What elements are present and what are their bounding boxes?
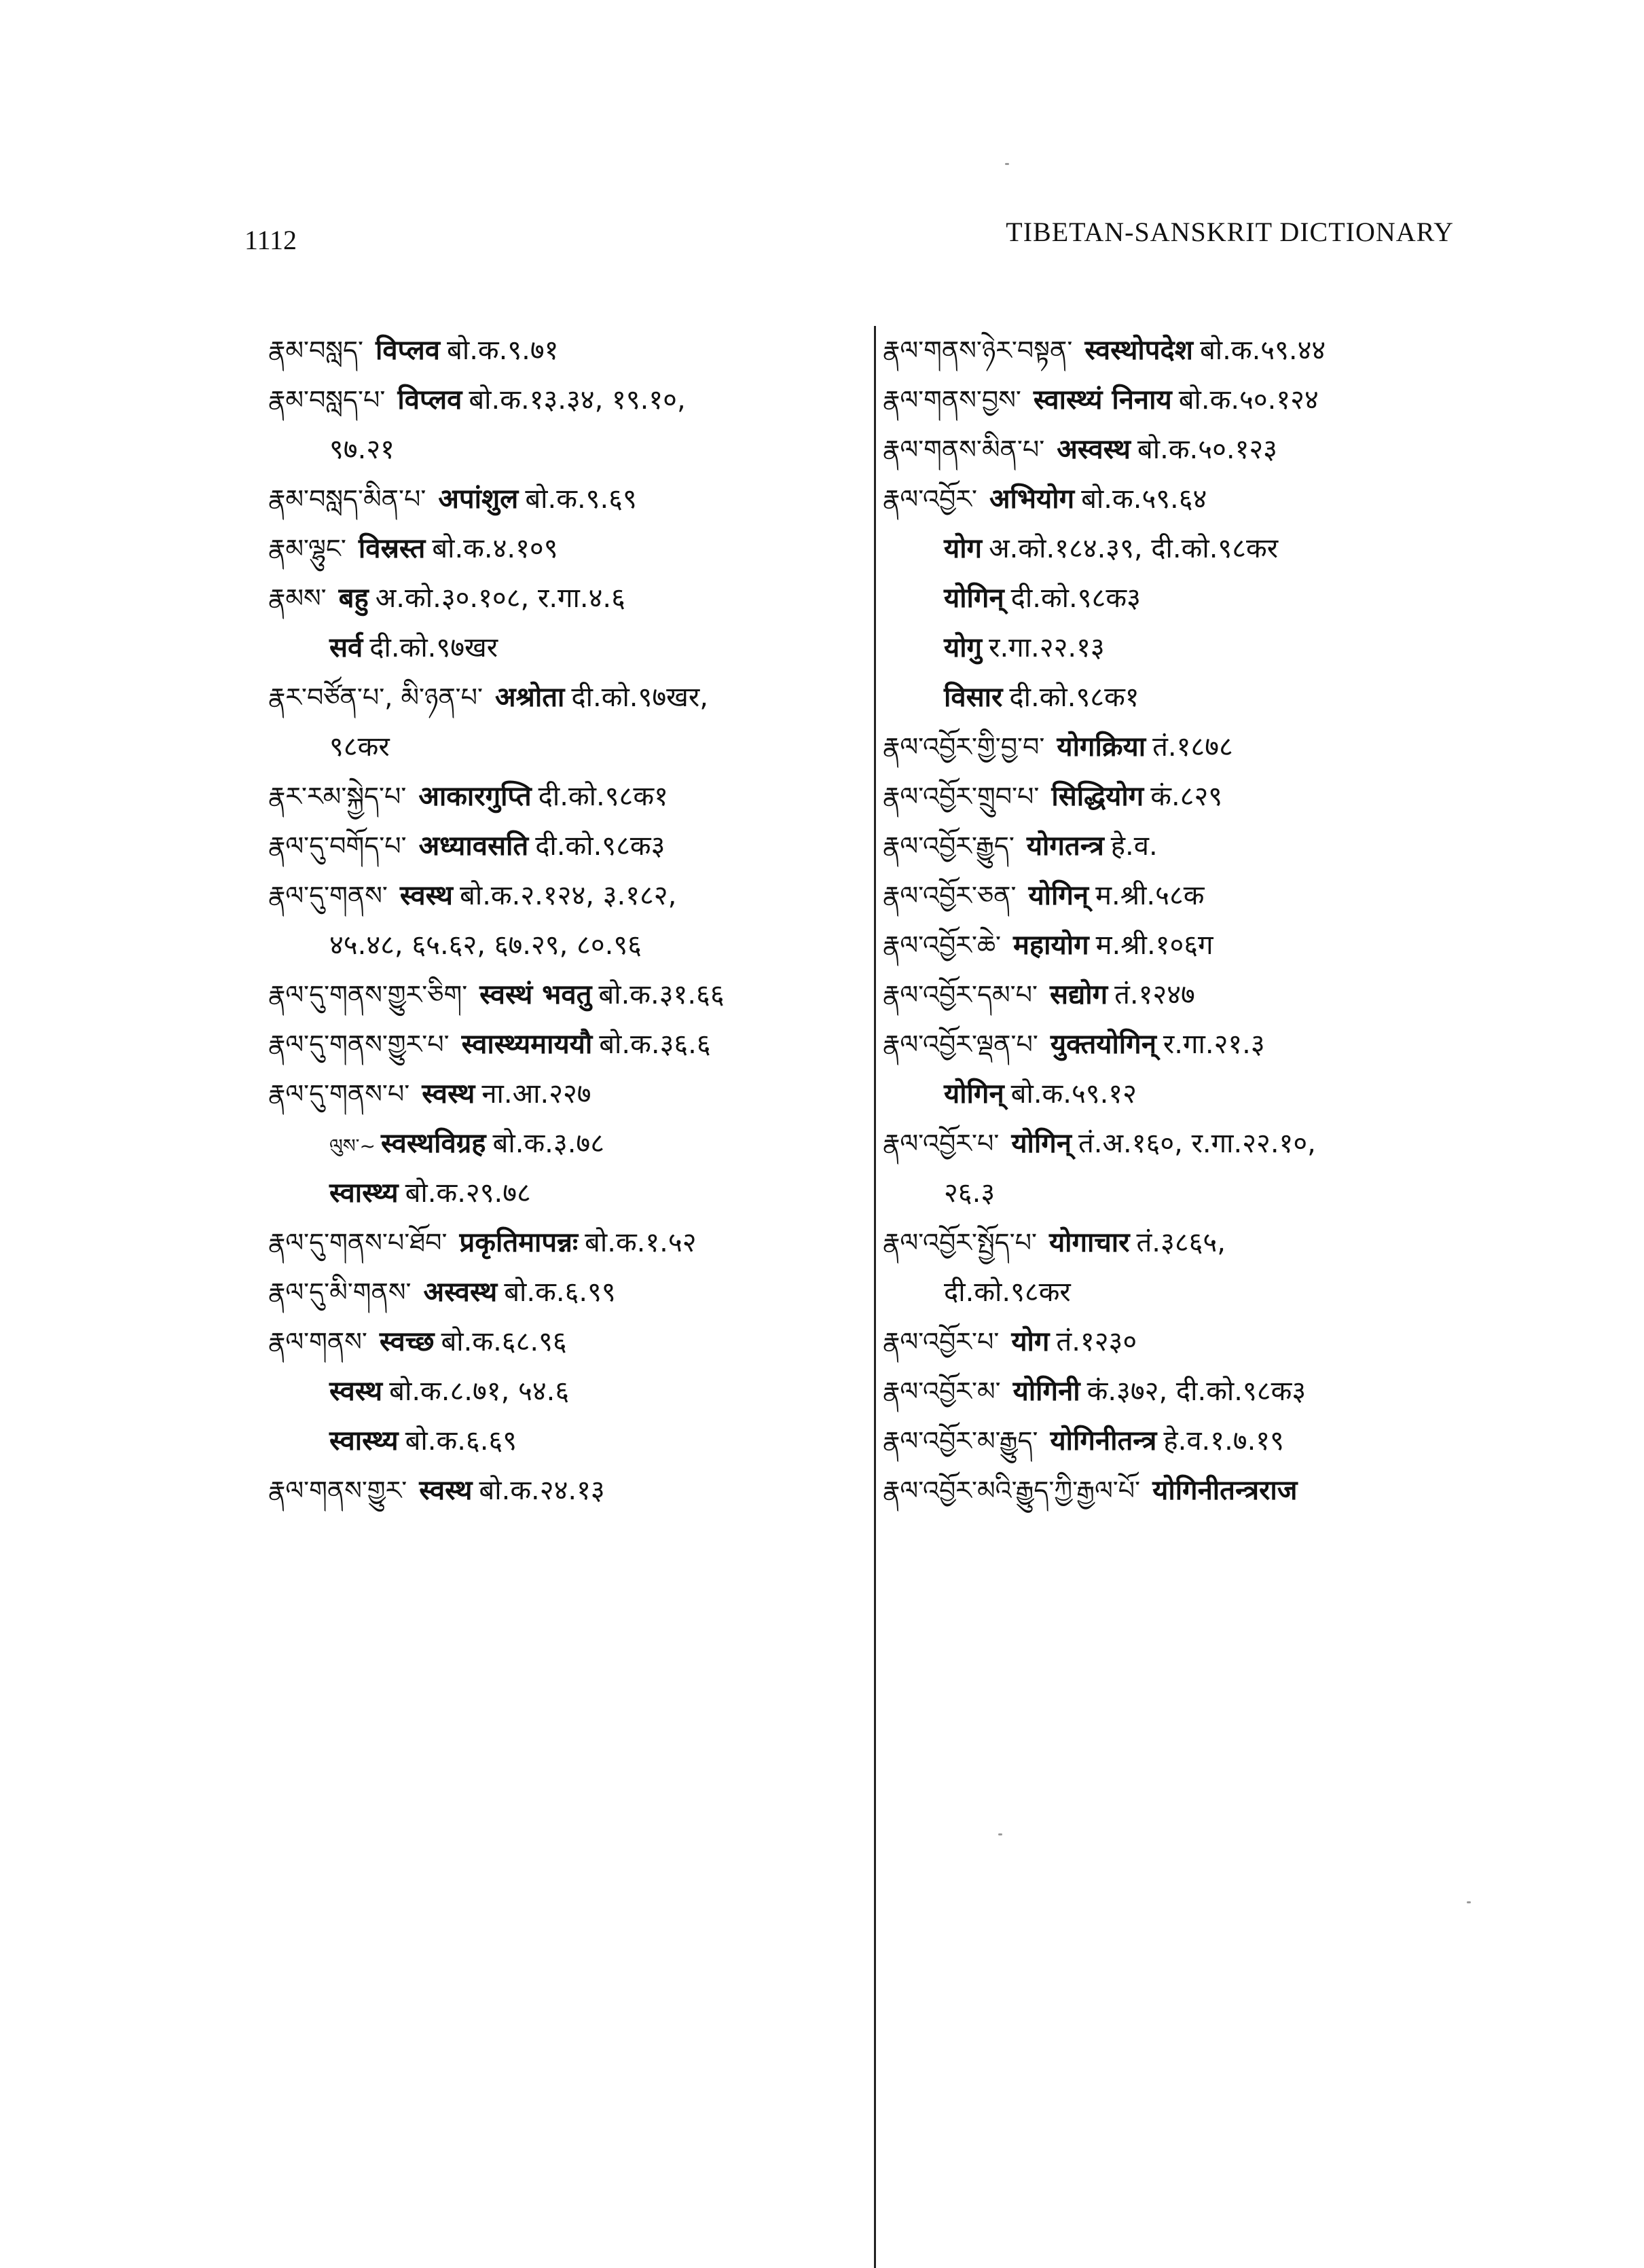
source-reference: तं.१२३० <box>1056 1326 1137 1357</box>
sanskrit-equivalent: विसार <box>944 682 1003 713</box>
source-reference: हे.व.१.७.१९ <box>1163 1425 1284 1457</box>
dictionary-entry <box>883 673 1494 723</box>
source-reference: दी.को.९७खर <box>369 632 498 663</box>
source-reference: बो.क.९.६९ <box>525 483 637 515</box>
dictionary-entry <box>268 1119 866 1169</box>
dictionary-entry <box>883 425 1494 475</box>
source-reference: ९८कर <box>329 731 390 763</box>
sanskrit-equivalent: प्रकृतिमापन्नः <box>459 1227 579 1258</box>
sanskrit-equivalent: स्वस्थ <box>329 1376 383 1407</box>
source-reference: र.गा.२२.१३ <box>989 632 1105 663</box>
tibetan-headword: རྣལ་འབྱོར་ལྡན་པ་ <box>883 1029 1038 1059</box>
sanskrit-equivalent: योगिन् <box>944 583 1004 614</box>
source-reference: बो.क.१३.३४, १९.१०, <box>469 384 686 416</box>
source-reference: बो.क.८.७१, ५४.६ <box>389 1376 570 1407</box>
source-reference: बो.क.६.९९ <box>504 1277 616 1308</box>
source-reference: दी.को.९८क३ <box>535 830 665 862</box>
source-reference: तं.१२४७ <box>1114 979 1195 1010</box>
sanskrit-equivalent: योगिन् <box>1028 880 1089 911</box>
dictionary-entry <box>268 1317 866 1367</box>
dictionary-entry <box>883 871 1494 921</box>
source-reference: दी.को.९८क३ <box>1010 583 1141 614</box>
tibetan-headword: རྣལ་གནས་ཉེར་བསྟན་ <box>883 335 1073 365</box>
source-reference: बो.क.३.७८ <box>492 1128 605 1159</box>
tibetan-headword: རྣལ་གནས་བྱས་ <box>883 385 1021 415</box>
sanskrit-equivalent: स्वच्छ <box>379 1326 435 1357</box>
tibetan-headword: རྣམས་ <box>268 583 327 613</box>
sanskrit-equivalent: योगिन् <box>944 1078 1004 1110</box>
scan-speck <box>1467 1901 1471 1903</box>
tibetan-headword: རྣལ་འབྱོར་རྒྱུད་ <box>883 831 1015 861</box>
tibetan-headword: རྣལ་འབྱོར་པ་ <box>883 1129 1000 1158</box>
source-reference: कं.३७२, दी.को.९८क३ <box>1086 1376 1307 1407</box>
dictionary-entry <box>883 1367 1494 1416</box>
tibetan-headword: རྣར་བཙོན་པ་, མི་ཉན་པ་ <box>268 682 483 712</box>
tibetan-headword: རྣར་རམ་སྐྱེད་པ་ <box>268 782 407 811</box>
dictionary-entry <box>268 673 866 723</box>
dictionary-entry <box>883 1268 1494 1317</box>
source-reference: बो.क.४.१०९ <box>432 533 558 564</box>
sanskrit-equivalent: स्वस्थ <box>419 1475 473 1506</box>
tibetan-headword: རྣལ་དུ་གནས་པ་ <box>268 1079 410 1109</box>
sanskrit-equivalent: योग <box>944 533 983 564</box>
sanskrit-equivalent: अस्वस्थ <box>1057 434 1131 465</box>
source-reference: कं.८२९ <box>1150 781 1223 812</box>
tibetan-headword: རྣལ་གནས་མིན་པ་ <box>883 435 1045 464</box>
source-reference: तं.अ.१६०, र.गा.२२.१०, <box>1078 1128 1316 1159</box>
sanskrit-equivalent: योगिनीतन्त्र <box>1050 1425 1157 1457</box>
dictionary-entry <box>268 1169 866 1218</box>
sanskrit-equivalent: योगिन् <box>1011 1128 1072 1159</box>
entry-prefix: ལུས་~ <box>329 1135 376 1157</box>
tibetan-headword: རྣམ་བསླད་པ་ <box>268 385 386 415</box>
source-reference: ९७.२१ <box>329 434 395 465</box>
sanskrit-equivalent: अस्वस्थ <box>423 1277 498 1308</box>
sanskrit-equivalent: योगिनी <box>1012 1376 1080 1407</box>
dictionary-entry <box>268 772 866 822</box>
sanskrit-equivalent: योगाचार <box>1048 1227 1130 1258</box>
dictionary-entry <box>883 970 1494 1020</box>
sanskrit-equivalent: स्वस्थ <box>399 880 453 911</box>
sanskrit-equivalent: स्वस्थ <box>422 1078 475 1110</box>
dictionary-entry <box>268 1416 866 1466</box>
sanskrit-equivalent: स्वास्थ्य <box>329 1177 399 1209</box>
dictionary-entry <box>268 1069 866 1119</box>
sanskrit-equivalent: अपांशुल <box>438 483 519 515</box>
sanskrit-equivalent: योगिनीतन्त्रराज <box>1152 1475 1298 1506</box>
source-reference: दी.को.९८कर <box>944 1277 1071 1308</box>
left-column <box>268 326 866 1516</box>
sanskrit-equivalent: योग <box>1011 1326 1050 1357</box>
dictionary-entry <box>883 1169 1494 1218</box>
tibetan-headword: རྣལ་འབྱོར་ཅན་ <box>883 881 1017 911</box>
sanskrit-equivalent: विप्लव <box>397 384 462 416</box>
sanskrit-equivalent: योगु <box>944 632 983 663</box>
tibetan-headword: རྣལ་འབྱོར་མ་རྒྱུད་ <box>883 1426 1038 1456</box>
source-reference: बो.क.२४.१३ <box>479 1475 605 1506</box>
dictionary-entry <box>268 376 866 425</box>
source-reference: बो.क.५०.१२३ <box>1137 434 1277 465</box>
dictionary-entry <box>268 524 866 574</box>
sanskrit-equivalent: बहु <box>338 583 369 614</box>
sanskrit-equivalent: आकारगुप्ति <box>418 781 532 812</box>
sanskrit-equivalent: युक्तयोगिन् <box>1050 1029 1156 1060</box>
sanskrit-equivalent: सिद्धियोग <box>1051 781 1144 812</box>
dictionary-entry <box>268 475 866 524</box>
tibetan-headword: རྣམ་བསླད་མིན་པ་ <box>268 484 426 514</box>
sanskrit-equivalent: स्वस्थं भवतु <box>479 979 592 1010</box>
tibetan-headword: རྣལ་དུ་གནས་གྱུར་པ་ <box>268 1029 450 1059</box>
sanskrit-equivalent: योगतन्त्र <box>1026 830 1104 862</box>
source-reference: अ.को.१८४.३९, दी.को.९८कर <box>989 533 1279 564</box>
dictionary-entry <box>883 723 1494 772</box>
sanskrit-equivalent: सर्व <box>329 632 363 663</box>
dictionary-entry <box>268 871 866 921</box>
dictionary-entry <box>883 921 1494 970</box>
sanskrit-equivalent: विप्लव <box>376 335 440 366</box>
tibetan-headword: རྣལ་དུ་གནས་པ་ཐོབ་ <box>268 1228 447 1258</box>
dictionary-entry <box>268 1466 866 1516</box>
tibetan-headword: རྣལ་འབྱོར་དམ་པ་ <box>883 980 1038 1010</box>
source-reference: २६.३ <box>944 1177 995 1209</box>
dictionary-entry <box>268 1020 866 1069</box>
dictionary-entry <box>268 1268 866 1317</box>
tibetan-headword: རྣམ་བསླད་ <box>268 335 363 365</box>
source-reference: हे.व. <box>1110 830 1158 862</box>
sanskrit-equivalent: योगक्रिया <box>1057 731 1146 763</box>
tibetan-headword: རྣལ་དུ་བགོད་པ་ <box>268 831 407 861</box>
dictionary-entry <box>883 524 1494 574</box>
dictionary-entry <box>883 326 1494 376</box>
source-reference: म.श्री.५८क <box>1095 880 1205 911</box>
tibetan-headword: རྣལ་གནས་གྱུར་ <box>268 1476 407 1505</box>
source-reference: बो.क.६.६९ <box>405 1425 517 1457</box>
source-reference: बो.क.२.१२४, ३.१८२, <box>460 880 677 911</box>
tibetan-headword: རྣལ་འབྱོར་མ་ <box>883 1376 1001 1406</box>
source-reference: दी.को.९७खर, <box>571 682 708 713</box>
dictionary-entry <box>268 822 866 871</box>
dictionary-entry <box>268 723 866 772</box>
source-reference: बो.क.५९.४४ <box>1199 335 1326 366</box>
dictionary-entry <box>883 1416 1494 1466</box>
source-reference: तं.३८६५, <box>1136 1227 1226 1258</box>
dictionary-entry <box>268 1367 866 1416</box>
dictionary-entry <box>883 1119 1494 1169</box>
tibetan-headword: རྣལ་འབྱོར་ <box>883 484 977 514</box>
sanskrit-equivalent: स्वास्थ्यं निनाय <box>1033 384 1172 416</box>
source-reference: अ.को.३०.१०८, र.गा.४.६ <box>375 583 625 614</box>
source-reference: दी.को.९८क१ <box>1009 682 1139 713</box>
tibetan-headword: རྣལ་དུ་གནས་ <box>268 881 388 911</box>
tibetan-headword: རྣལ་འབྱོར་པ་ <box>883 1327 1000 1357</box>
sanskrit-equivalent: अभियोग <box>989 483 1075 515</box>
source-reference: तं.१८७८ <box>1152 731 1233 763</box>
sanskrit-equivalent: अध्यावसति <box>418 830 529 862</box>
tibetan-headword: རྣལ་འབྱོར་གྲུབ་པ་ <box>883 782 1040 811</box>
sanskrit-equivalent: सद्योग <box>1049 979 1108 1010</box>
tibetan-headword: རྣལ་དུ་མི་གནས་ <box>268 1277 412 1307</box>
source-reference: बो.क.६८.९६ <box>441 1326 567 1357</box>
tibetan-headword: རྣལ་འབྱོར་མའི་རྒྱུད་ཀྱི་རྒྱལ་པོ་ <box>883 1476 1141 1505</box>
tibetan-headword: རྣལ་གནས་ <box>268 1327 367 1357</box>
source-reference: बो.क.९.७१ <box>447 335 559 366</box>
dictionary-entry <box>883 574 1494 623</box>
scan-speck <box>998 1833 1002 1835</box>
dictionary-entry <box>883 822 1494 871</box>
source-reference: र.गा.२१.३ <box>1163 1029 1265 1060</box>
dictionary-entry <box>883 475 1494 524</box>
dictionary-entry <box>268 425 866 475</box>
dictionary-entry <box>883 1069 1494 1119</box>
source-reference: ना.आ.२२७ <box>481 1078 591 1110</box>
source-reference: बो.क.१.५२ <box>585 1227 697 1258</box>
source-reference: बो.क.३६.६ <box>599 1029 711 1060</box>
sanskrit-equivalent: स्वास्थ्य <box>329 1425 399 1457</box>
tibetan-headword: རྣལ་འབྱོར་ཆེ་ <box>883 930 1002 960</box>
tibetan-headword: རྣལ་འབྱོར་སྤྱོད་པ་ <box>883 1228 1037 1258</box>
sanskrit-equivalent: स्वस्थोपदेश <box>1084 335 1193 366</box>
source-reference: बो.क.५९.१२ <box>1010 1078 1137 1110</box>
dictionary-entry <box>883 623 1494 673</box>
dictionary-entry <box>883 1218 1494 1268</box>
source-reference: म.श्री.१०६ग <box>1095 930 1213 961</box>
dictionary-entry <box>268 326 866 376</box>
dictionary-entry <box>268 921 866 970</box>
page-number: 1112 <box>244 225 297 255</box>
source-reference: बो.क.५०.१२४ <box>1178 384 1319 416</box>
dictionary-entry <box>883 376 1494 425</box>
dictionary-entry <box>883 772 1494 822</box>
dictionary-entry <box>883 1466 1494 1516</box>
sanskrit-equivalent: विस्रस्त <box>358 533 426 564</box>
source-reference: बो.क.२९.७८ <box>405 1177 531 1209</box>
source-reference: बो.क.३१.६६ <box>598 979 725 1010</box>
running-title: TIBETAN-SANSKRIT DICTIONARY <box>1006 217 1454 247</box>
dictionary-entry <box>883 1317 1494 1367</box>
right-column <box>883 326 1494 1516</box>
sanskrit-equivalent: अश्रोता <box>495 682 565 713</box>
sanskrit-equivalent: महायोग <box>1013 930 1089 961</box>
sanskrit-equivalent: स्वास्थ्यमाययौ <box>461 1029 593 1060</box>
dictionary-entry <box>268 970 866 1020</box>
tibetan-headword: རྣལ་དུ་གནས་གྱུར་ཅིག་ <box>268 980 468 1010</box>
source-reference: बो.क.५९.६४ <box>1081 483 1207 515</box>
dictionary-entry <box>268 623 866 673</box>
dictionary-entry <box>268 1218 866 1268</box>
source-reference: दी.को.९८क१ <box>538 781 668 812</box>
dictionary-entry <box>883 1020 1494 1069</box>
scan-speck <box>1005 163 1009 165</box>
dictionary-entry <box>268 574 866 623</box>
tibetan-headword: རྣམ་ལྷུང་ <box>268 534 346 564</box>
tibetan-headword: རྣལ་འབྱོར་གྱི་བྱ་བ་ <box>883 732 1045 762</box>
column-divider <box>874 326 876 2268</box>
source-reference: ४५.४८, ६५.६२, ६७.२९, ८०.९६ <box>329 930 642 961</box>
sanskrit-equivalent: स्वस्थविग्रह <box>381 1128 486 1159</box>
